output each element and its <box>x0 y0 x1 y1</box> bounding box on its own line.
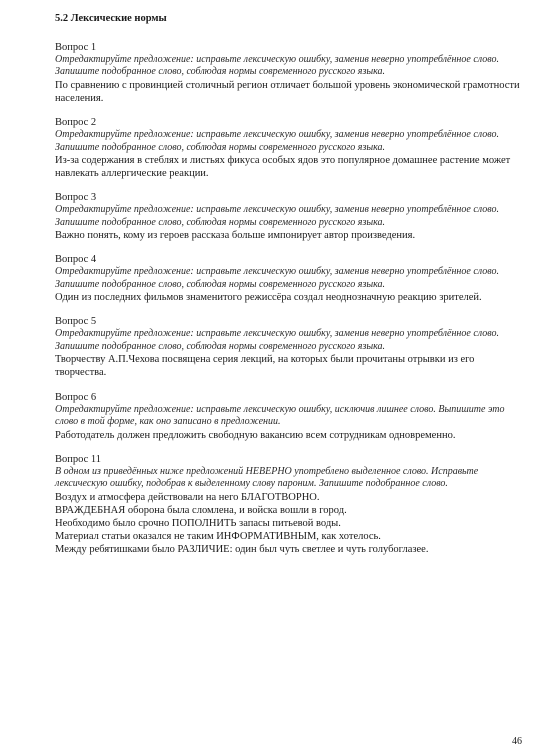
question-number: Вопрос 11 <box>55 453 102 465</box>
question-number: Вопрос 6 <box>55 391 97 403</box>
question-sentence: Работодатель должен предложить свободную вакансию всем сотрудникам одновременно. <box>55 429 456 441</box>
option-sentence-5: Между ребятишками было РАЗЛИЧИЕ: один был чуть светлее и чуть голубоглазее. <box>55 543 429 555</box>
question-instruction: Отредактируйте предложение: исправьте лексическую ошибку, заменив неверно употреблённое слово. Запишите подобранное слово, соблюдая нормы современного русского языка. <box>55 328 499 352</box>
question-sentence: Важно понять, кому из героев рассказа больше импонирует автор произведения. <box>55 230 416 242</box>
question-instruction: Отредактируйте предложение: исправьте лексическую ошибку, заменив неверно употреблённое слово. Запишите подобранное слово, соблюдая нормы современного русского языка. <box>55 129 499 153</box>
question-5 <box>55 315 525 379</box>
question-instruction: В одном из приведённых ниже предложений НЕВЕРНО употреблено выделенное слово. Исправьте лексическую ошибку, подобрав к выделенному слову пароним. Запишите подобранное слово. <box>55 465 479 490</box>
question-6 <box>55 391 525 442</box>
question-number: Вопрос 5 <box>55 316 97 328</box>
question-sentence: Один из последних фильмов знаменитого режиссёра создал неоднозначную реакцию зрителей. <box>55 292 482 304</box>
option-sentence-2: ВРАЖДЕБНАЯ оборона была сломлена, и войска вошли в город. <box>55 504 347 516</box>
question-number: Вопрос 4 <box>55 254 97 266</box>
document-page <box>55 12 525 567</box>
option-sentence-3: Необходимо было срочно ПОПОЛНИТЬ запасы питьевой воды. <box>55 517 341 529</box>
question-2 <box>55 116 525 180</box>
question-number: Вопрос 2 <box>55 117 97 129</box>
question-11 <box>55 453 525 556</box>
page-number: 46 <box>512 736 522 747</box>
question-sentence: По сравнению с провинцией столичный регион отличает большой уровень экономической грамотности населения. <box>55 79 520 105</box>
question-sentence: Из-за содержания в стеблях и листьях фикуса особых ядов это популярное домашнее растение может навлекать аллергические реакции. <box>55 155 511 180</box>
question-instruction: Отредактируйте предложение: исправьте лексическую ошибку, заменив неверно употреблённое слово. Запишите подобранное слово, соблюдая нормы современного русского языка. <box>55 204 499 228</box>
section-title: 5.2 Лексические нормы <box>55 13 167 24</box>
question-instruction: Отредактируйте предложение: исправьте лексическую ошибку, заменив неверно употреблённое слово. Запишите подобранное слово, соблюдая нормы современного русского языка. <box>55 266 499 290</box>
option-sentence-4: Материал статьи оказался не таким ИНФОРМАТИВНЫМ, как хотелось. <box>55 530 381 542</box>
question-instruction: Отредактируйте предложение: исправьте лексическую ошибку, исключив лишнее слово. Выпишите это слово в той форме, как оно записано в предложении. <box>55 403 505 428</box>
option-sentence-1: Воздух и атмосфера действовали на него БЛАГОТВОРНО. <box>55 491 320 503</box>
question-4 <box>55 253 525 304</box>
question-number: Вопрос 3 <box>55 192 97 204</box>
question-3 <box>55 191 525 242</box>
question-sentence: Творчеству А.П.Чехова посвящена серия лекций, на которых были прочитаны отрывки из его творчества. <box>55 354 475 379</box>
question-1 <box>55 41 525 105</box>
question-instruction: Отредактируйте предложение: исправьте лексическую ошибку, заменив неверно употреблённое слово. Запишите подобранное слово, соблюдая нормы современного русского языка. <box>55 54 499 78</box>
question-number: Вопрос 1 <box>55 42 97 53</box>
